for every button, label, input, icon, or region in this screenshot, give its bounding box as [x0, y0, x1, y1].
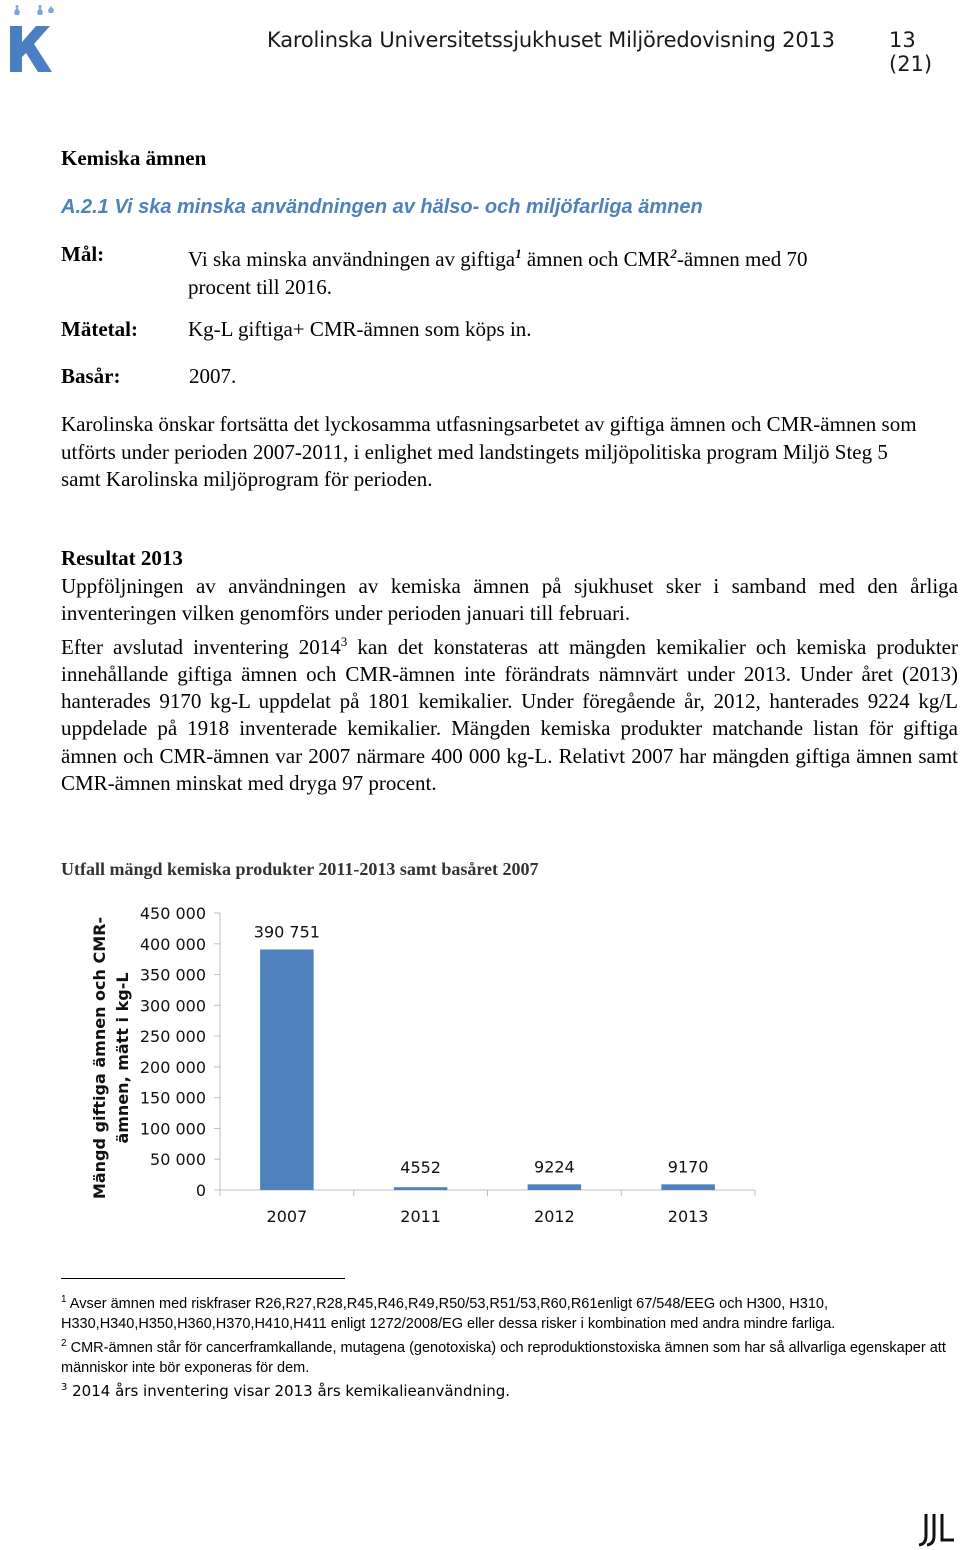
- footnote-1: $^1$ Avser ämnen med riskfraser R26,R27,R28,R45,R46,R49,R50/53,R51/53,R60,R61enligt 67/548/EEG och H300, H310, H330,H340,H350,H360,H370,H410,H411 enligt 1272/2008/EG eller dessa risker i kombination med andra mindre farliga.: [61, 1294, 836, 1332]
- y-axis-label-line2: ämnen, mätt i kg-L: [113, 972, 132, 1144]
- y-tick-label: 250 000: [139, 1027, 206, 1047]
- plot-area: [140, 904, 755, 1226]
- y-tick-label: 200 000: [139, 1057, 206, 1077]
- bar-2013: [661, 1184, 715, 1190]
- x-tick-label-2007: 2007: [266, 1207, 308, 1226]
- data-label-2013: 9170: [667, 1157, 709, 1177]
- result-body: [61, 573, 958, 797]
- goal-label: Mål:: [61, 242, 105, 266]
- y-axis-label-line1: Mängd giftiga ämnen och CMR-: [90, 916, 109, 1200]
- subsection-title: A.2.1 Vi ska minska användningen av hälso- och miljöfarliga ämnen: [61, 196, 703, 218]
- baseyear-label: Basår:: [61, 364, 121, 388]
- intro-paragraph: Karolinska önskar fortsätta det lyckosamma utfasningsarbetet av giftiga ämnen och CMR-ämnen som utförts under perioden 2007-2011, i enlighet med landstingets miljöpolitiska program Miljö Steg 5 samt Karolinska miljöprogram för perioden.: [61, 412, 917, 491]
- footnote-3: $^3$ 2014 års inventering visar 2013 års kemikalieanvändning.: [61, 1381, 511, 1400]
- data-label-2007: 390 751: [253, 922, 320, 942]
- footnotes: [61, 1290, 956, 1401]
- y-tick-label: 150 000: [139, 1088, 206, 1108]
- bar-2011: [394, 1187, 448, 1190]
- footnote-2: $^2$ CMR-ämnen står för cancerframkallande, mutagena (genotoxiska) och reproduktionstoxiska ämnen som har så allvarliga egenskaper att människor inte bör exponeras för dem.: [61, 1337, 946, 1376]
- header-title: Karolinska Universitetssjukhuset Miljöredovisning 2013: [267, 28, 835, 52]
- x-tick-label-2011: 2011: [400, 1207, 441, 1226]
- x-tick-label-2013: 2013: [667, 1207, 709, 1226]
- y-tick-label: 0: [195, 1181, 206, 1200]
- goal-text: Vi ska minska användningen av giftiga$^1$ ämnen och CMR$^2$-ämnen med 70 procent till 2016.: [188, 246, 808, 299]
- result-paragraph-1: Uppföljningen av användningen av kemiska ämnen på sjukhuset sker i samband med den årliga inventeringen vilken genomförs under perioden januari till februari.: [61, 574, 958, 626]
- result-title: Resultat 2013: [61, 546, 183, 570]
- y-tick-label: 350 000: [139, 965, 206, 985]
- footnote-divider: [61, 1278, 345, 1279]
- y-tick-label: 300 000: [139, 996, 206, 1016]
- bar-2007: [260, 949, 314, 1190]
- data-label-2012: 9224: [534, 1157, 575, 1177]
- x-tick-label-2012: 2012: [534, 1207, 575, 1226]
- bar-chart: [80, 890, 780, 1235]
- y-tick-label: 50 000: [150, 1150, 206, 1170]
- metric-text: Kg-L giftiga+ CMR-ämnen som köps in.: [188, 317, 532, 341]
- y-tick-label: 450 000: [139, 904, 206, 923]
- bar-2012: [528, 1184, 582, 1190]
- karolinska-logo: [8, 4, 58, 74]
- data-label-2011: 4552: [400, 1158, 441, 1177]
- y-tick-label: 100 000: [139, 1119, 206, 1139]
- page-number: 13 (21): [889, 28, 933, 76]
- baseyear-value: 2007.: [189, 364, 237, 388]
- result-paragraph-2: Efter avslutad inventering 2014$^3$ kan det konstateras att mängden kemikalier och kemiska produkter innehållande giftiga ämnen och CMR-ämnen inte förändrats nämnvärt under 2013. Under året (2013) hanterades 9170 kg-L uppdelat på 1801 kemikalier. Under föregående år, 2012, hanterades 9224 kg/L uppdelade på 1918 inventerade kemikalier. Mängden kemiska produkter matchande listan för giftiga ämnen och CMR-ämnen var 2007 närmare 400 000 kg-L. Relativt 2007 har mängden giftiga ämnen samt CMR-ämnen minskat med dryga 97 procent.: [61, 633, 958, 796]
- section-title: Kemiska ämnen: [61, 146, 207, 170]
- y-axis-label: [90, 917, 132, 1199]
- y-tick-label: 400 000: [139, 934, 206, 954]
- chart-title: Utfall mängd kemiska produkter 2011-2013 samt basåret 2007: [61, 859, 539, 879]
- metric-label: Mätetal:: [61, 317, 138, 341]
- sll-logo: [918, 1512, 958, 1548]
